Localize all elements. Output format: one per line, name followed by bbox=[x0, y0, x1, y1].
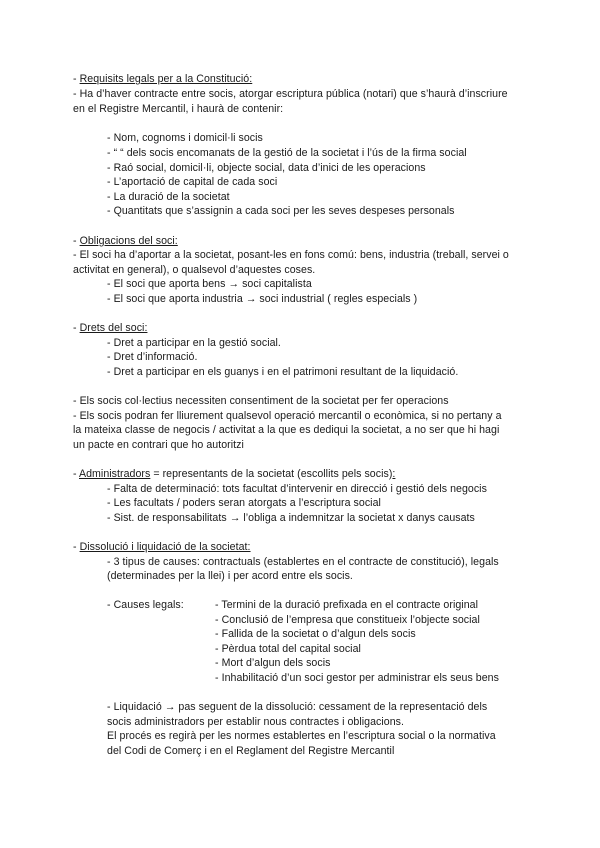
paragraph-line: un pacte en contrari que ho autoritzi bbox=[73, 439, 244, 451]
paragraph-line: - El soci ha d’aportar a la societat, posant-les en fons comú: bens, industria (treball, servei o bbox=[73, 249, 509, 261]
list-item: - Falta de determinació: tots facultat d’intervenir en direcció i gestió dels negocis bbox=[107, 483, 487, 495]
section-heading-administradors: - Administradors = representants de la societat (escollits pels socis): bbox=[73, 468, 396, 480]
section-heading-drets: - Drets del soci: bbox=[73, 322, 148, 334]
list-item: - Quantitats que s’assignin a cada soci per les seves despeses personals bbox=[107, 205, 455, 217]
paragraph-line: - Liquidació → pas seguent de la dissolució: cessament de la representació dels bbox=[107, 701, 488, 713]
list-item: - Inhabilitació d’un soci gestor per administrar els seus bens bbox=[215, 672, 499, 684]
list-item: - “ “ dels socis encomanats de la gestió de la societat i l’ús de la firma social bbox=[107, 147, 467, 159]
list-item: - L’aportació de capital de cada soci bbox=[107, 176, 278, 188]
list-item: - Les facultats / poders seran atorgats a l’escriptura social bbox=[107, 497, 381, 509]
section-heading-dissolucio: - Dissolució i liquidació de la societat: bbox=[73, 541, 251, 553]
list-item: - Sist. de responsabilitats → l’obliga a indemnitzar la societat x danys causats bbox=[107, 512, 475, 524]
paragraph-line: - 3 tipus de causes: contractuals (establertes en el contracte de constitució), legals bbox=[107, 556, 499, 568]
list-item: - Dret a participar en la gestió social. bbox=[107, 337, 281, 349]
list-item: - La duració de la societat bbox=[107, 191, 230, 203]
paragraph-line: socis administradors per establir nous contractes i obligacions. bbox=[107, 716, 405, 728]
paragraph-line: en el Registre Mercantil, i haurà de contenir: bbox=[73, 103, 284, 115]
list-item: - Raó social, domicil·li, objecte social, data d’inici de les operacions bbox=[107, 162, 426, 174]
list-item: - Dret d’informació. bbox=[107, 351, 198, 363]
list-item: - El soci que aporta industria → soci industrial ( regles especials ) bbox=[107, 293, 418, 305]
paragraph-line: - Ha d’haver contracte entre socis, atorgar escriptura pública (notari) que s’haurà d’inscriure bbox=[73, 88, 508, 100]
section-heading-requisits: - Requisits legals per a la Constitució: bbox=[73, 73, 253, 85]
list-item: - El soci que aporta bens → soci capitalista bbox=[107, 278, 312, 290]
list-item: - Nom, cognoms i domicil·li socis bbox=[107, 132, 263, 144]
paragraph-line: - Els socis col·lectius necessiten consentiment de la societat per fer operacions bbox=[73, 395, 449, 407]
list-item: - Pèrdua total del capital social bbox=[215, 643, 361, 655]
list-item: - Dret a participar en els guanys i en el patrimoni resultant de la liquidació. bbox=[107, 366, 459, 378]
paragraph-line: - Els socis podran fer lliurement qualsevol operació mercantil o econòmica, si no pertany a bbox=[73, 410, 502, 422]
list-item: - Conclusió de l’empresa que constitueix l’objecte social bbox=[215, 614, 480, 626]
list-item: - Fallida de la societat o d’algun dels socis bbox=[215, 628, 416, 640]
list-item: - Termini de la duració prefixada en el contracte original bbox=[215, 599, 478, 611]
paragraph-line: la mateixa classe de negocis / activitat a la que es dediqui la societat, a no ser que hi hagi bbox=[73, 424, 500, 436]
paragraph-line: (determinades per la llei) i per acord entre els socis. bbox=[107, 570, 353, 582]
section-heading-obligacions: - Obligacions del soci: bbox=[73, 235, 178, 247]
list-item: - Mort d’algun dels socis bbox=[215, 657, 331, 669]
paragraph-line: activitat en general), o qualsevol d’aquestes coses. bbox=[73, 264, 316, 276]
paragraph-line: El procés es regirà per les normes establertes en l’escriptura social o la normativa bbox=[107, 730, 496, 742]
paragraph-line: del Codi de Comerç i en el Reglament del Registre Mercantil bbox=[107, 745, 395, 757]
causes-legals-label: - Causes legals: bbox=[107, 599, 184, 611]
